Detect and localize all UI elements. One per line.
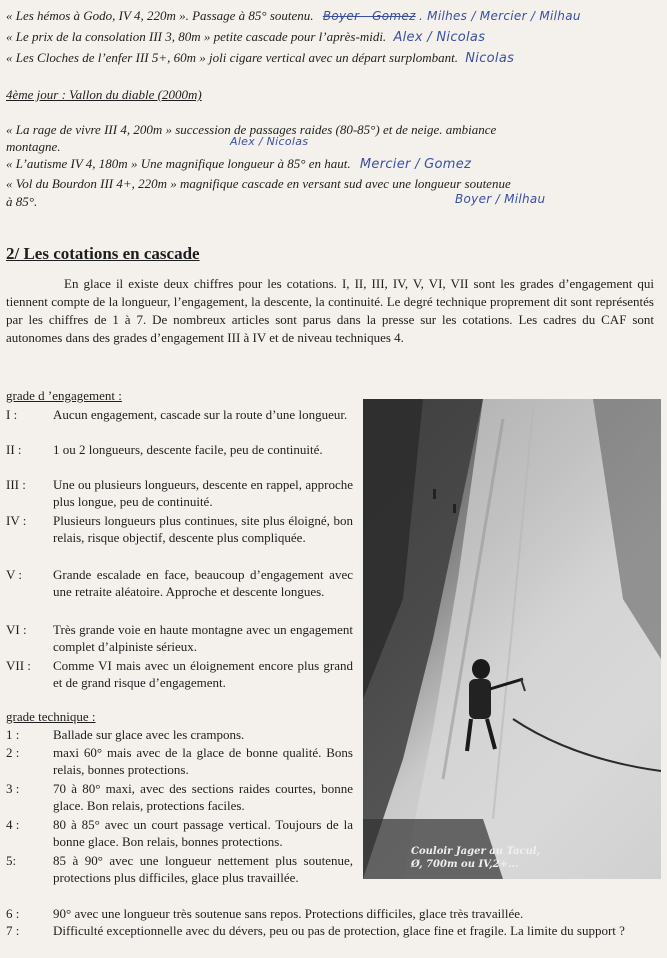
list-item: I : Aucun engagement, cascade sur la route d’une longueur.	[6, 407, 348, 422]
photo-caption: Couloir Jager au Tacul, Ø, 700m ou IV,2+...	[411, 846, 541, 870]
handwritten-note: Alex / Nicolas	[230, 135, 309, 148]
ice-climbing-photo	[363, 399, 661, 879]
route-bourdon-line1: « Vol du Bourdon III 4+, 220m » magnifique cascade en versant sud avec une longueur soutenue	[6, 176, 511, 191]
day4-title: 4ème jour : Vallon du diable (2000m)	[6, 87, 202, 102]
handwritten-note: Boyer / Milhau	[455, 192, 546, 206]
route-hemos: « Les hémos à Godo, IV 4, 220m ». Passage à 85° soutenu. Boyer - Gomez . Milhes / Mercier / Milhau	[6, 8, 581, 23]
engagement-title: grade d ’engagement :	[6, 388, 122, 403]
route-autisme: « L’autisme IV 4, 180m » Une magnifique longueur à 85° en haut. Mercier / Gomez	[6, 156, 472, 172]
list-item: V : Grande escalade en face, beaucoup d’engagement avec une retraite aléatoire. Approche et descente longues.	[6, 567, 353, 599]
list-item: 6 : 90° avec une longueur très soutenue sans repos. Protections difficiles, glace très travaillée.	[6, 906, 524, 921]
technique-title: grade technique :	[6, 709, 96, 724]
route-rage-line1: « La rage de vivre III 4, 200m » succession de passages raides (80-85°) et de neige. ambiance	[6, 122, 497, 137]
handwritten-note: . Milhes / Mercier / Milhau	[418, 9, 581, 23]
list-item: VII : Comme VI mais avec un éloignement encore plus grand et de grand risque d’engagement.	[6, 658, 353, 690]
route-consolation: « Le prix de la consolation III 3, 80m » petite cascade pour l’après-midi. Alex / Nicolas	[6, 29, 486, 45]
list-item: 1 : Ballade sur glace avec les crampons.	[6, 727, 245, 742]
list-item: 3 : 70 à 80° maxi, avec des sections raides courtes, bonne glace. Bon relais, protections faciles.	[6, 781, 353, 813]
list-item: III : Une ou plusieurs longueurs, descente en rappel, approche plus longue, peu de continuité.	[6, 477, 353, 509]
list-item: IV : Plusieurs longueurs plus continues, site plus éloigné, bon relais, risque objectif, descente plus compliquée.	[6, 513, 353, 545]
list-item: 4 : 80 à 85° avec un court passage vertical. Toujours de la bonne glace. Bon relais, bonnes protections.	[6, 817, 353, 849]
intro-paragraph: En glace il existe deux chiffres pour les cotations. I, II, III, IV, V, VI, VII sont les grades d’engagement qui tiennent compte de la longueur, l’engagement, la descente, la continuité. Le degré technique proprement dit sont représentés par les chiffres de 1 à 7. De nombreux articles sont parus dans la presse sur les cotations. Les cadres du CAF sont autonomes dans des grades d’engagement III à IV et de niveau techniques 4.	[6, 276, 654, 345]
list-item: 2 : maxi 60° mais avec de la glace de bonne qualité. Bons relais, bonnes protections.	[6, 745, 353, 777]
handwritten-struck-note: Boyer - Gomez	[322, 9, 416, 23]
route-bourdon-line2: à 85°.	[6, 194, 38, 209]
route-cloches: « Les Cloches de l’enfer III 5+, 60m » joli cigare vertical avec un départ surplombant. Nicolas	[6, 50, 515, 66]
list-item: II : 1 ou 2 longueurs, descente facile, peu de continuité.	[6, 442, 323, 457]
photo-scene	[363, 399, 661, 879]
route-rage-line2: montagne.	[6, 139, 61, 154]
list-item: VI : Très grande voie en haute montagne avec un engagement complet d’alpiniste sérieux.	[6, 622, 353, 654]
section-heading: 2/ Les cotations en cascade	[6, 244, 200, 263]
handwritten-note: Alex / Nicolas	[393, 30, 486, 45]
list-item: 5: 85 à 90° avec une longueur nettement plus soutenue, protections plus difficiles, glace plus travaillée.	[6, 853, 353, 885]
list-item: 7 : Difficulté exceptionnelle avec du dévers, peu ou pas de protection, glace fine et fragile. La limite du support ?	[6, 923, 625, 938]
handwritten-note: Mercier / Gomez	[359, 157, 472, 172]
handwritten-note: Nicolas	[465, 51, 515, 66]
